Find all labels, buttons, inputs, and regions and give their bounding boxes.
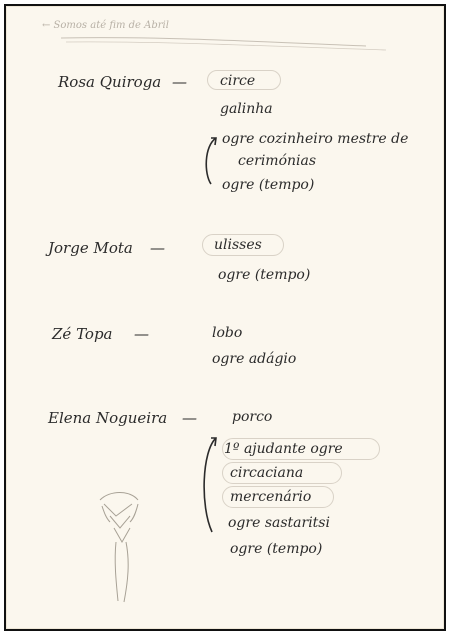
- entry-dash-elena: —: [182, 409, 197, 427]
- role-galinha: galinha: [220, 101, 273, 117]
- role-porco: porco: [232, 409, 273, 425]
- entry-name-jorge-mota: Jorge Mota: [48, 239, 133, 257]
- role-1-ajudante-ogre: 1º ajudante ogre: [224, 441, 343, 457]
- entry-name-elena-nogueira: Elena Nogueira: [48, 409, 168, 427]
- role-mercenario: mercenário: [230, 489, 312, 505]
- role-cerimonias: cerimónias: [238, 153, 317, 169]
- role-ogre-tempo-elena: ogre (tempo): [230, 541, 323, 557]
- role-ogre-tempo-rosa: ogre (tempo): [222, 177, 315, 193]
- role-ulisses: ulisses: [214, 237, 262, 253]
- entry-dash-ze: —: [134, 325, 149, 343]
- paper-sheet: [6, 6, 444, 629]
- header-underline-2: [66, 42, 386, 50]
- header-note: ← Somos até fim de Abril: [42, 20, 169, 31]
- entry-dash-jorge: —: [150, 239, 165, 257]
- link-arrow-elena: [204, 438, 216, 532]
- handwritten-marks: [6, 6, 444, 629]
- role-lobo: lobo: [212, 325, 243, 341]
- role-ogre-cozinheiro: ogre cozinheiro mestre de: [222, 131, 409, 147]
- entry-name-ze-topa: Zé Topa: [52, 325, 113, 343]
- role-circaciana: circaciana: [230, 465, 304, 481]
- role-ogre-sastaritsi: ogre sastaritsi: [228, 515, 330, 531]
- role-ogre-adagio: ogre adágio: [212, 351, 297, 367]
- entry-name-rosa-quiroga: Rosa Quiroga: [58, 73, 162, 91]
- pencil-sketch-figure: [100, 493, 138, 603]
- role-circe: circe: [220, 73, 256, 89]
- role-ogre-tempo-jorge: ogre (tempo): [218, 267, 311, 283]
- document-page: [4, 4, 446, 631]
- entry-dash-rosa: —: [172, 73, 187, 91]
